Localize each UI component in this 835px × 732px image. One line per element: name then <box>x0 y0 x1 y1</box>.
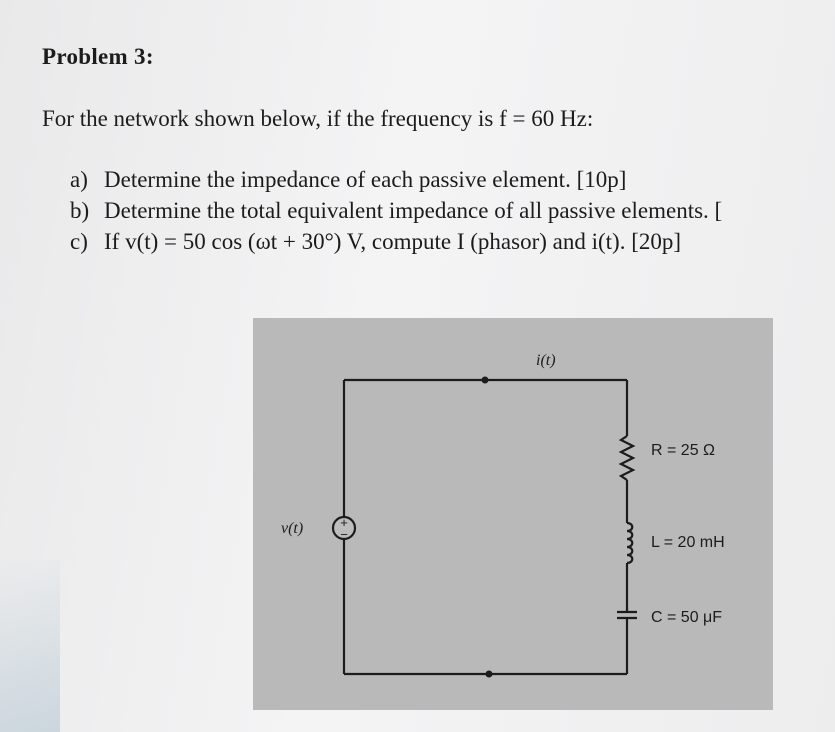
top-node-dot <box>482 377 489 384</box>
part-c-text: If v(t) = 50 cos (ωt + 30°) V, compute I (phasor) and i(t). [20p] <box>104 229 682 254</box>
problem-intro: For the network shown below, if the frequency is f = 60 Hz: <box>42 106 594 131</box>
capacitor-label: C = 50 μF <box>651 609 723 626</box>
photo-shadow <box>0 560 60 732</box>
part-c-label: c) <box>70 229 88 254</box>
inductor-label: L = 20 mH <box>651 534 725 551</box>
source-minus-sign: − <box>340 527 348 542</box>
problem-parts <box>70 164 722 257</box>
resistor-label: R = 25 Ω <box>651 442 715 459</box>
part-b-label: b) <box>70 198 90 223</box>
problem-title: Problem 3: <box>42 44 154 69</box>
part-c <box>70 226 722 257</box>
circuit-diagram <box>253 318 773 710</box>
part-b <box>70 195 722 226</box>
inductor-coil <box>627 523 632 563</box>
part-a-label: a) <box>70 167 88 192</box>
source-plus-sign: + <box>340 515 348 530</box>
part-a <box>70 164 722 195</box>
resistor-zigzag <box>621 436 633 480</box>
bottom-node-dot <box>486 671 493 678</box>
circuit-svg <box>253 318 773 710</box>
current-label: i(t) <box>536 352 556 369</box>
part-b-text: Determine the total equivalent impedance of all passive elements. [ <box>104 198 723 223</box>
source-label: v(t) <box>281 520 304 537</box>
part-a-text: Determine the impedance of each passive element. [10p] <box>104 167 627 192</box>
